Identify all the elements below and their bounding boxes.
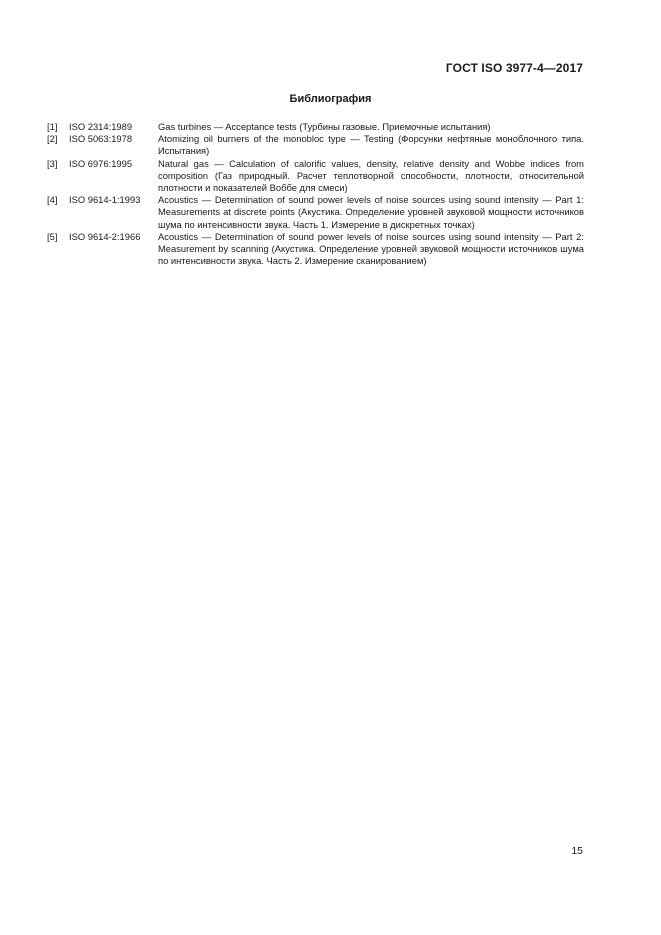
- entry-standard: ISO 5063:1978: [69, 133, 133, 145]
- entry-standard: ISO 9614-1:1993: [69, 194, 141, 206]
- entry-description: Natural gas — Calculation of calorific values, density, relative density and Wobbe indices from composition (Газ природный. Расчет теплотворной способности, плотности, относительной плотности и показателей Воббе для смеси): [158, 157, 584, 194]
- bibliography-entry: [47, 231, 584, 268]
- bibliography-entry: [47, 133, 584, 157]
- bibliography-entry: [47, 121, 584, 133]
- entry-number: [2]: [47, 133, 58, 145]
- entry-standard: ISO 6976:1995: [69, 157, 133, 169]
- entry-number: [4]: [47, 194, 58, 206]
- entry-number: [1]: [47, 121, 58, 132]
- entry-description: Acoustics — Determination of sound power levels of noise sources using sound intensity — Part 2: Measurement by scanning (Акустика. Определение уровней звуковой мощности источников шума по интенсивности звука. Часть 2. Измерение сканированием): [158, 230, 584, 267]
- entry-standard: ISO 9614-2:1966: [69, 230, 141, 242]
- entry-description: Atomizing oil burners of the monobloc type — Testing (Форсунки нефтяные моноблочного типа. Испытания): [158, 133, 584, 157]
- section-title: Библиография: [289, 93, 372, 105]
- document-number: ГОСТ ISO 3977-4—2017: [445, 61, 583, 75]
- entry-number: [5]: [47, 230, 58, 242]
- entry-description: Gas turbines — Acceptance tests (Турбины газовые. Приемочные испытания): [158, 121, 491, 132]
- page-number: 15: [571, 845, 583, 857]
- entry-description: Acoustics — Determination of sound power levels of noise sources using sound intensity — Part 1: Measurements at discrete points (Акустика. Определение уровней звуковой мощности источников шума по интенсивности звука. Часть 1. Измерение в дискретных точках): [158, 194, 584, 230]
- bibliography-list: [47, 121, 584, 267]
- bibliography-entry: [47, 158, 584, 195]
- entry-number: [3]: [47, 157, 58, 169]
- bibliography-entry: [47, 194, 584, 231]
- entry-standard: ISO 2314:1989: [69, 121, 133, 132]
